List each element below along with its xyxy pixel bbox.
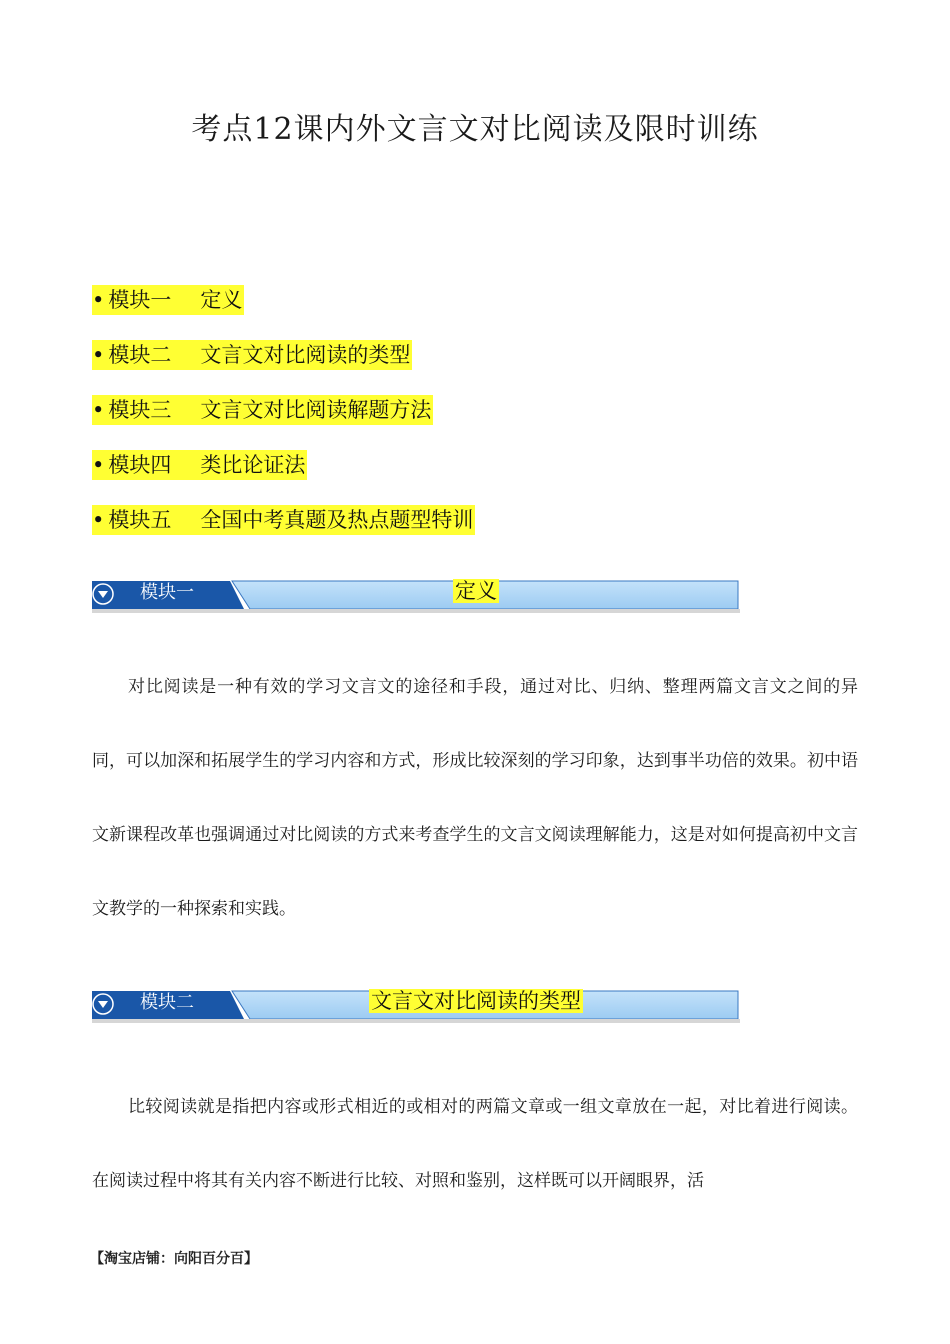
footer-shop-note: 【淘宝店铺：向阳百分百】 [90, 1251, 258, 1267]
toc-module: 模块四 [108, 453, 172, 477]
bullet-icon: • [92, 508, 105, 532]
toc-text: 文言文对比阅读的类型 [200, 343, 411, 367]
section-title: 文言文对比阅读的类型 [371, 989, 581, 1013]
section-banner-1[interactable] [92, 580, 740, 614]
section-banner-2[interactable] [92, 990, 740, 1024]
section-tag: 模块一 [140, 582, 194, 603]
toc-text: 文言文对比阅读解题方法 [200, 398, 432, 422]
page-title: 考点12课内外文言文对比阅读及限时训练 [191, 112, 759, 147]
section-title: 定义 [455, 579, 497, 603]
section-paragraph-2: 比较阅读就是指把内容或形式相近的或相对的两篇文章或一组文章放在一起，对比着进行阅读。在阅读过程中将其有关内容不断进行比较、对照和鉴别，这样既可以开阔眼界，活 [92, 1097, 858, 1191]
toc-item-2[interactable] [92, 340, 475, 370]
bullet-icon: • [92, 343, 105, 367]
toc-text: 类比论证法 [200, 453, 306, 477]
section-tag: 模块二 [140, 992, 194, 1013]
toc-item-5[interactable] [92, 505, 475, 535]
chevron-down-icon[interactable] [92, 583, 114, 605]
toc-item-4[interactable] [92, 450, 475, 480]
bullet-icon: • [92, 398, 105, 422]
toc-module: 模块五 [108, 508, 172, 532]
bullet-icon: • [92, 453, 105, 477]
toc-item-1[interactable] [92, 285, 475, 315]
toc-item-3[interactable] [92, 395, 475, 425]
toc-module: 模块三 [108, 398, 172, 422]
toc-module: 模块二 [108, 343, 172, 367]
toc-text: 定义 [200, 288, 243, 312]
bullet-icon: • [92, 288, 105, 312]
toc-module: 模块一 [108, 288, 172, 312]
chevron-down-icon[interactable] [92, 993, 114, 1015]
section-paragraph-1: 对比阅读是一种有效的学习文言文的途径和手段，通过对比、归纳、整理两篇文言文之间的异同，可以加深和拓展学生的学习内容和方式，形成比较深刻的学习印象，达到事半功倍的效果。初中语文新课程改革也强调通过对比阅读的方式来考查学生的文言文阅读理解能力，这是对如何提高初中文言文教学的一种探索和实践。 [92, 677, 858, 919]
toc-list [92, 285, 475, 560]
toc-text: 全国中考真题及热点题型特训 [200, 508, 474, 532]
